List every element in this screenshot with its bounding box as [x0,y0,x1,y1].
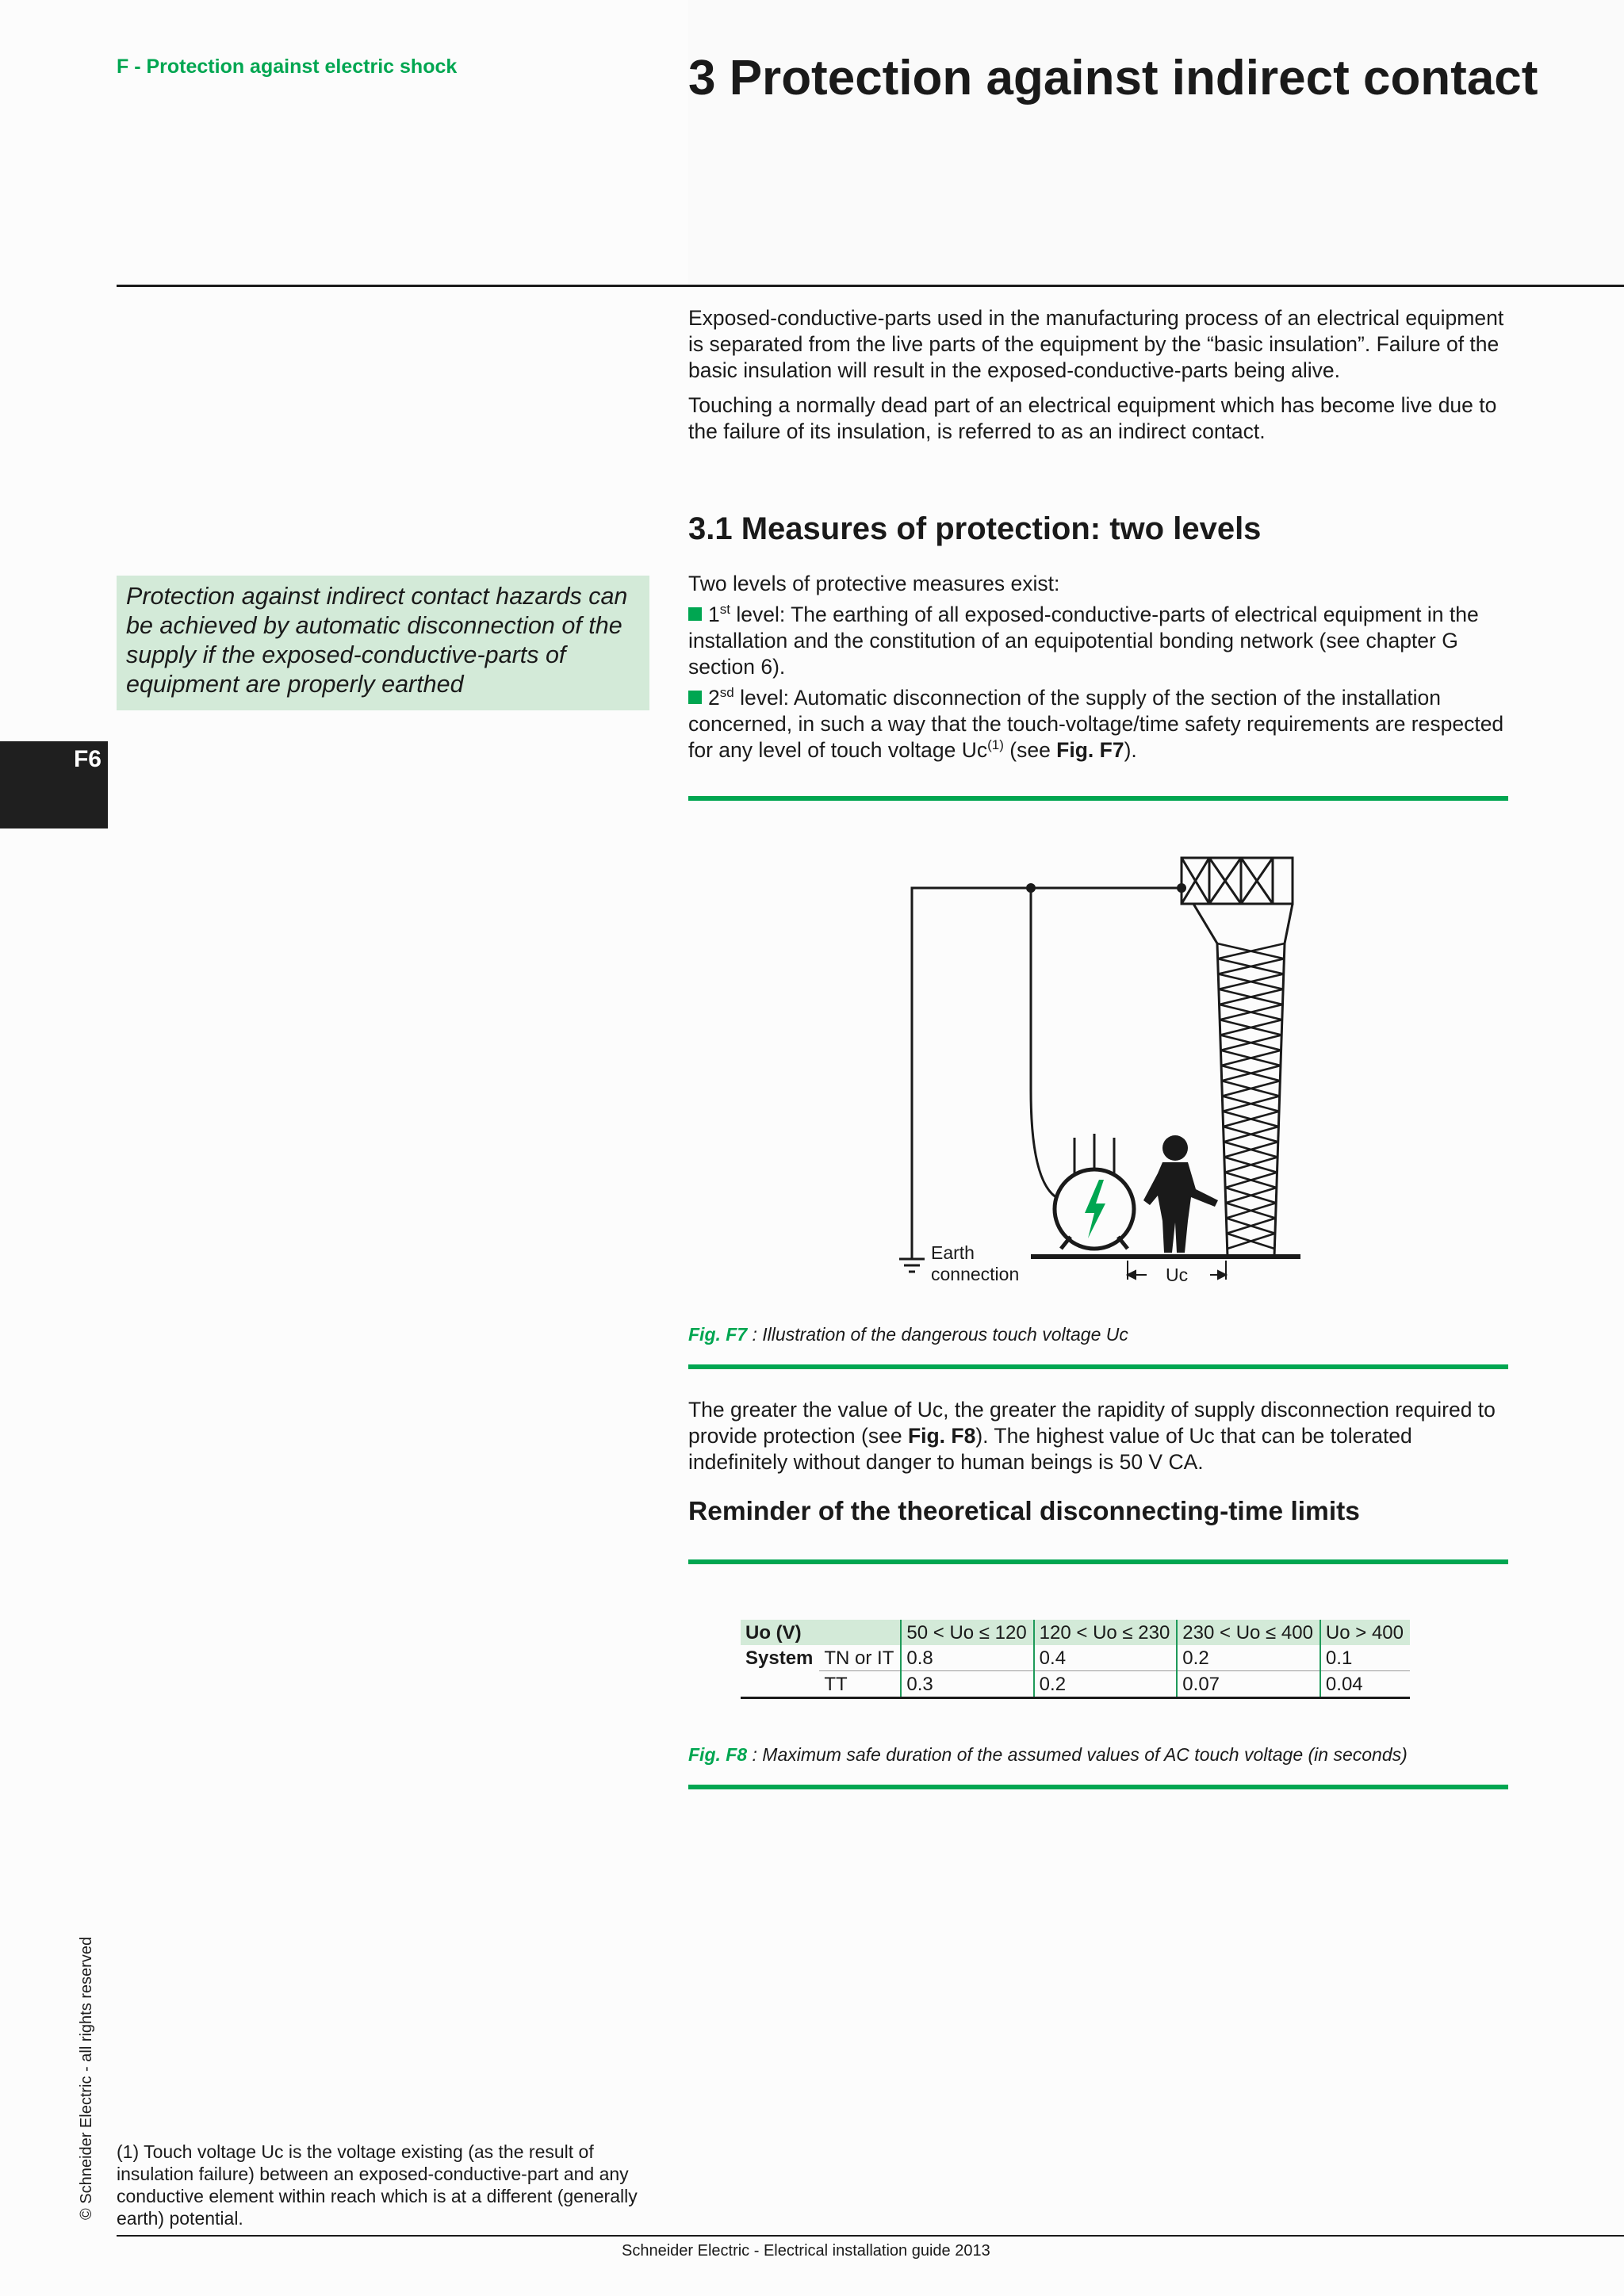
figure-top-rule [688,796,1508,801]
row-group-label: System [745,1647,814,1670]
table-cell: 0.2 [1177,1645,1320,1671]
sidebar-text: Protection against indirect contact hazards can be achieved by automatic disconnection of the supply if the exposed-conductive-parts of equipment are properly earthed [126,583,628,698]
title-panel [688,0,1624,284]
footnote-ref: (1) [987,737,1004,753]
page-tab [0,741,108,828]
chapter-title: 3 Protection against indirect contact [688,51,1538,105]
person-figure [1143,1135,1218,1253]
table-cell: 0.4 [1034,1645,1178,1671]
table-cell: 0.2 [1034,1671,1178,1698]
system-cell: TN or IT [819,1645,901,1671]
table-header-cell: 120 < Uo ≤ 230 [1034,1620,1178,1645]
footnote: (1) Touch voltage Uc is the voltage existing (as the result of insulation failure) between an exposed-conductive-part and any conductive element within reach which is at a different (generally earth) potential. [117,2141,638,2229]
earth-wire [912,888,1182,1259]
table-cell: 0.1 [1320,1645,1410,1671]
figure-ref: Fig. F8 [907,1424,976,1448]
disconnection-paragraph: The greater the value of Uc, the greater the rapidity of supply disconnection required to provide protection (see Fig. F8). The highest value of Uc that can be tolerated indefinitely without danger to human beings is 50 V CA. [688,1398,1496,1474]
figure-f7-caption: Fig. F7 : Illustration of the dangerous touch voltage Uc [688,1324,1128,1345]
pylon-lattice [1217,943,1285,1249]
figure-ref: Fig. F7 [1056,738,1124,762]
table-header-label: Uo (V) [741,1620,901,1645]
levels-text [688,571,1513,763]
bullet-square-icon [688,691,702,704]
reminder-heading: Reminder of the theoretical disconnecting-time limits [688,1497,1360,1526]
junction-dot [1177,883,1186,893]
page-footer: Schneider Electric - Electrical installation guide 2013 [622,2242,990,2260]
intro-text [688,305,1513,453]
figure-f8-caption: Fig. F8 : Maximum safe duration of the assumed values of AC touch voltage (in seconds) [688,1744,1408,1765]
table-header-cell: 50 < Uo ≤ 120 [901,1620,1033,1645]
junction-dot [1026,883,1036,893]
table-cell: 0.07 [1177,1671,1320,1698]
figure-number: Fig. F8 [688,1744,748,1765]
connection-label: connection [931,1264,1020,1284]
equipment-symbol [1055,1134,1134,1249]
system-cell: TT [819,1671,901,1698]
intro-paragraph: Exposed-conductive-parts used in the manufacturing process of an electrical equipment is separated from the live parts of the equipment by the “basic insulation”. Failure of the basic insulation will result in the exposed-conductive-parts being alive. [688,306,1504,382]
table-row [741,1671,1410,1698]
touch-voltage-illustration [880,848,1324,1300]
table-header-row [741,1620,1410,1645]
table-top-rule [688,1559,1508,1564]
page-number: F6 [73,746,102,772]
table-cell: 0.3 [901,1671,1033,1698]
level-1-item: 1st level: The earthing of all exposed-conductive-parts of electrical equipment in the installation and the constitution of an equipotential bonding network (see chapter G section 6). [688,602,1479,679]
copyright-notice: © Schneider Electric - all rights reserved [78,1936,95,2220]
figure-number: Fig. F7 [688,1324,748,1345]
earth-label: Earth [931,1242,975,1263]
table-header-cell: 230 < Uo ≤ 400 [1177,1620,1320,1645]
uc-label: Uc [1166,1265,1189,1285]
table-header-cell: Uo > 400 [1320,1620,1410,1645]
disconnection-time-table [741,1620,1410,1699]
header-rule [117,285,1624,287]
table-row [741,1645,1410,1671]
figure-bottom-rule [688,1364,1508,1369]
table-bottom-rule [688,1785,1508,1789]
bullet-square-icon [688,607,702,621]
table-cell: 0.8 [901,1645,1033,1671]
table-cell: 0.04 [1320,1671,1410,1698]
section-heading: 3.1 Measures of protection: two levels [688,511,1262,546]
section-label: F - Protection against electric shock [117,55,458,78]
levels-lead: Two levels of protective measures exist: [688,572,1060,595]
intro-paragraph: Touching a normally dead part of an electrical equipment which has become live due to the failure of its insulation, is referred to as an indirect contact. [688,393,1497,443]
level-2-item: $2^{sd}$ level: Automatic disconnection of the supply of the section of the installation concerned, in such a way that the touch-voltage/time safety requirements are respected for any level of touch voltage Uc$^{(1)}$ (see Fig. F7). [688,685,1504,762]
footer-rule [117,2235,1624,2237]
sidebar-summary [117,576,649,710]
